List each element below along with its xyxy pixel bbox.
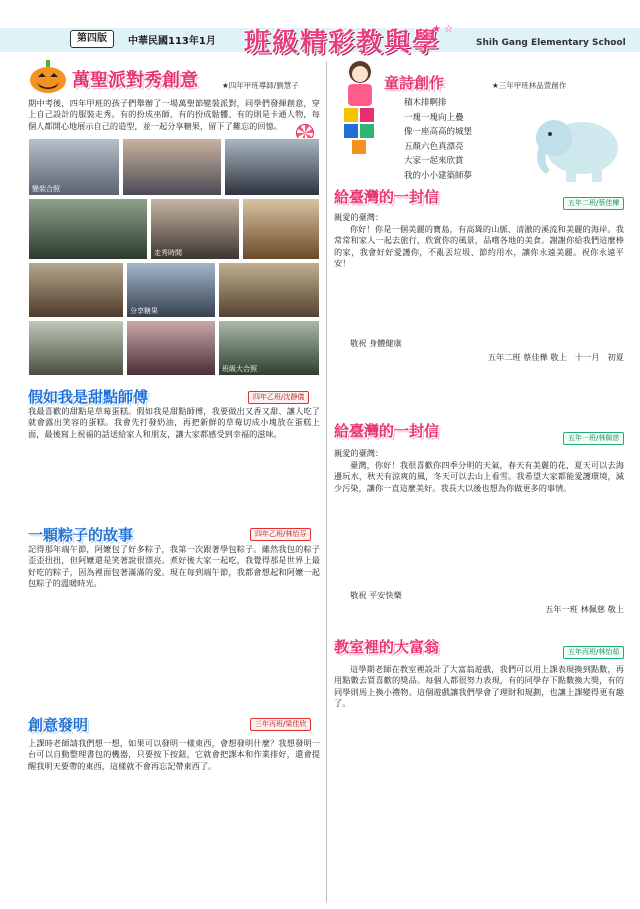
photo-group-2: [122, 138, 222, 196]
letter2-greeting: 親愛的臺灣：: [334, 448, 384, 458]
poem-line-5: 大家一起來欣賞: [404, 156, 464, 166]
classroom-title: 教室裡的大富翁: [334, 638, 440, 656]
halloween-author: ★四年甲班導師/劉慧子: [222, 81, 299, 90]
issue-date: 中華民國113年1月: [128, 36, 216, 47]
poem-line-2: 一塊一塊向上疊: [404, 112, 464, 123]
halloween-title: 萬聖派對秀創意: [72, 70, 198, 91]
sweetness-tag: 四年乙班/沈靜儀: [248, 391, 309, 404]
issue-label: 第四版: [70, 30, 114, 48]
photo-group-6: [242, 198, 320, 260]
stars-decoration: ★ ☆: [432, 24, 454, 35]
page-title: 班級精彩教與學: [244, 28, 441, 58]
halloween-body: 期中考後，四年甲班的孩子們舉辦了一場萬聖節變裝派對，同學們發揮創意，穿上自己設計的服裝走秀。有的扮成巫師、有的扮成骷髏、有的則是卡通人物，每個人都開心地展示自己的造型，並一起分享糖果，留下了難忘的回憶。: [28, 98, 320, 131]
elephant-icon: [526, 108, 626, 188]
letter2-body: 臺灣，你好！我很喜歡你四季分明的天氣，春天有美麗的花，夏天可以去海邊玩水，秋天有涼爽的風，冬天可以去山上看雪。我希望大家都能愛護環境，減少污染，讓你一直這麼美好。我長大以後也想為你做更多的事情。: [334, 460, 624, 493]
creative-tag: 三年丙班/梁佳欣: [250, 718, 311, 731]
letter2-sign: 五年一班 林佩慈 敬上: [545, 604, 624, 614]
poem-line-3: 像一座高高的城堡: [404, 127, 473, 137]
warm-tag: 四年乙班/林怡芬: [250, 528, 311, 541]
photo-collage: [28, 138, 320, 376]
sweetness-title: 假如我是甜點師傅: [28, 388, 149, 406]
poem-line-4: 五顏六色真漂亮: [404, 141, 464, 152]
letter1-tag: 五年二班/蔡佳樺: [563, 197, 624, 210]
letter1-closing: 敬祝 身體健康: [350, 338, 402, 348]
photo-label-4: 班級大合照: [222, 365, 257, 373]
classroom-tag: 五年丙班/林怡茹: [563, 646, 624, 659]
photo-group-7: [28, 262, 124, 318]
sweetness-body: 我最喜歡的甜點是草莓蛋糕。假如我是甜點師傅，我要做出又香又甜、讓人吃了就會露出笑容的蛋糕。我會先打發奶油，再把新鮮的草莓切成小塊放在蛋糕上面，最後寫上祝福的話送給家人和朋友，讓大家都感受到幸福的滋味。: [28, 406, 320, 439]
letter1-body: 你好！你是一個美麗的寶島，有高聳的山脈、清澈的溪流和美麗的海岸。我常常和家人一起去旅行，欣賞你的風景，品嚐各地的美食。謝謝你給我們這麼棒的家，我會好好愛護你，不亂丟垃圾、節約用水，讓你永遠美麗。祝你永遠平安！: [334, 224, 624, 268]
poem-line-6: 我的小小建築師夢: [404, 170, 473, 181]
letter1-greeting: 親愛的臺灣：: [334, 212, 384, 222]
photo-label-2: 走秀時間: [154, 249, 182, 257]
photo-group-11: [126, 320, 216, 376]
classroom-body: 這學期老師在教室裡設計了大富翁遊戲，我們可以用上課表現換到點數，再用點數去買喜歡的獎品。每個人都很努力表現，有的同學存下點數換大獎，有的同學則馬上換小禮物。這個遊戲讓我們學會了理財和規劃，也讓上課變得更有趣了。: [334, 664, 624, 708]
column-divider: [326, 62, 327, 902]
photo-group-9: [218, 262, 320, 318]
photo-label-1: 變裝合照: [32, 185, 60, 193]
letter2-tag: 五年一班/林佩慈: [563, 432, 624, 445]
photo-group-10: [28, 320, 124, 376]
poem-title: 童詩創作: [384, 74, 445, 92]
poem-line-1: 積木排啊排: [404, 98, 447, 108]
photo-label-3: 分享糖果: [130, 307, 158, 315]
letter2-closing: 敬祝 平安快樂: [350, 590, 402, 600]
photo-group-4: [28, 198, 148, 260]
letter2-title: 給臺灣的一封信: [334, 422, 440, 440]
girl-illustration-icon: [336, 58, 384, 158]
creative-title: 創意發明: [28, 716, 89, 734]
poem-lines: [404, 96, 472, 183]
school-name: Shih Gang Elementary School: [476, 38, 626, 48]
warm-body: 記得那年端午節，阿嬤包了好多粽子，我第一次跟著學包粽子。雖然我包的粽子歪歪扭扭，但阿嬤還是笑著說很漂亮。煮好後大家一起吃，我覺得那是世界上最好吃的粽子，因為裡面包著滿滿的愛。現在每到端午節，我都會想起和阿嬤一起包粽子的溫暖時光。: [28, 544, 320, 588]
poem-author: ★三年甲班林品萱創作: [492, 81, 567, 90]
warm-title: 一顆粽子的故事: [28, 526, 134, 544]
creative-body: 上課時老師請我們想一想，如果可以發明一樣東西，會想發明什麼？我想發明一台可以自動整理書包的機器，只要按下按鈕，它就會把課本和作業排好，還會提醒我明天要帶的東西，這樣就不會再忘記帶東西了。: [28, 738, 320, 771]
letter1-sign: 五年二班 蔡佳樺 敬上 十一月 初夏: [487, 352, 624, 362]
photo-group-3: [224, 138, 320, 196]
letter1-title: 給臺灣的一封信: [334, 188, 440, 206]
pumpkin-icon: [28, 60, 68, 94]
